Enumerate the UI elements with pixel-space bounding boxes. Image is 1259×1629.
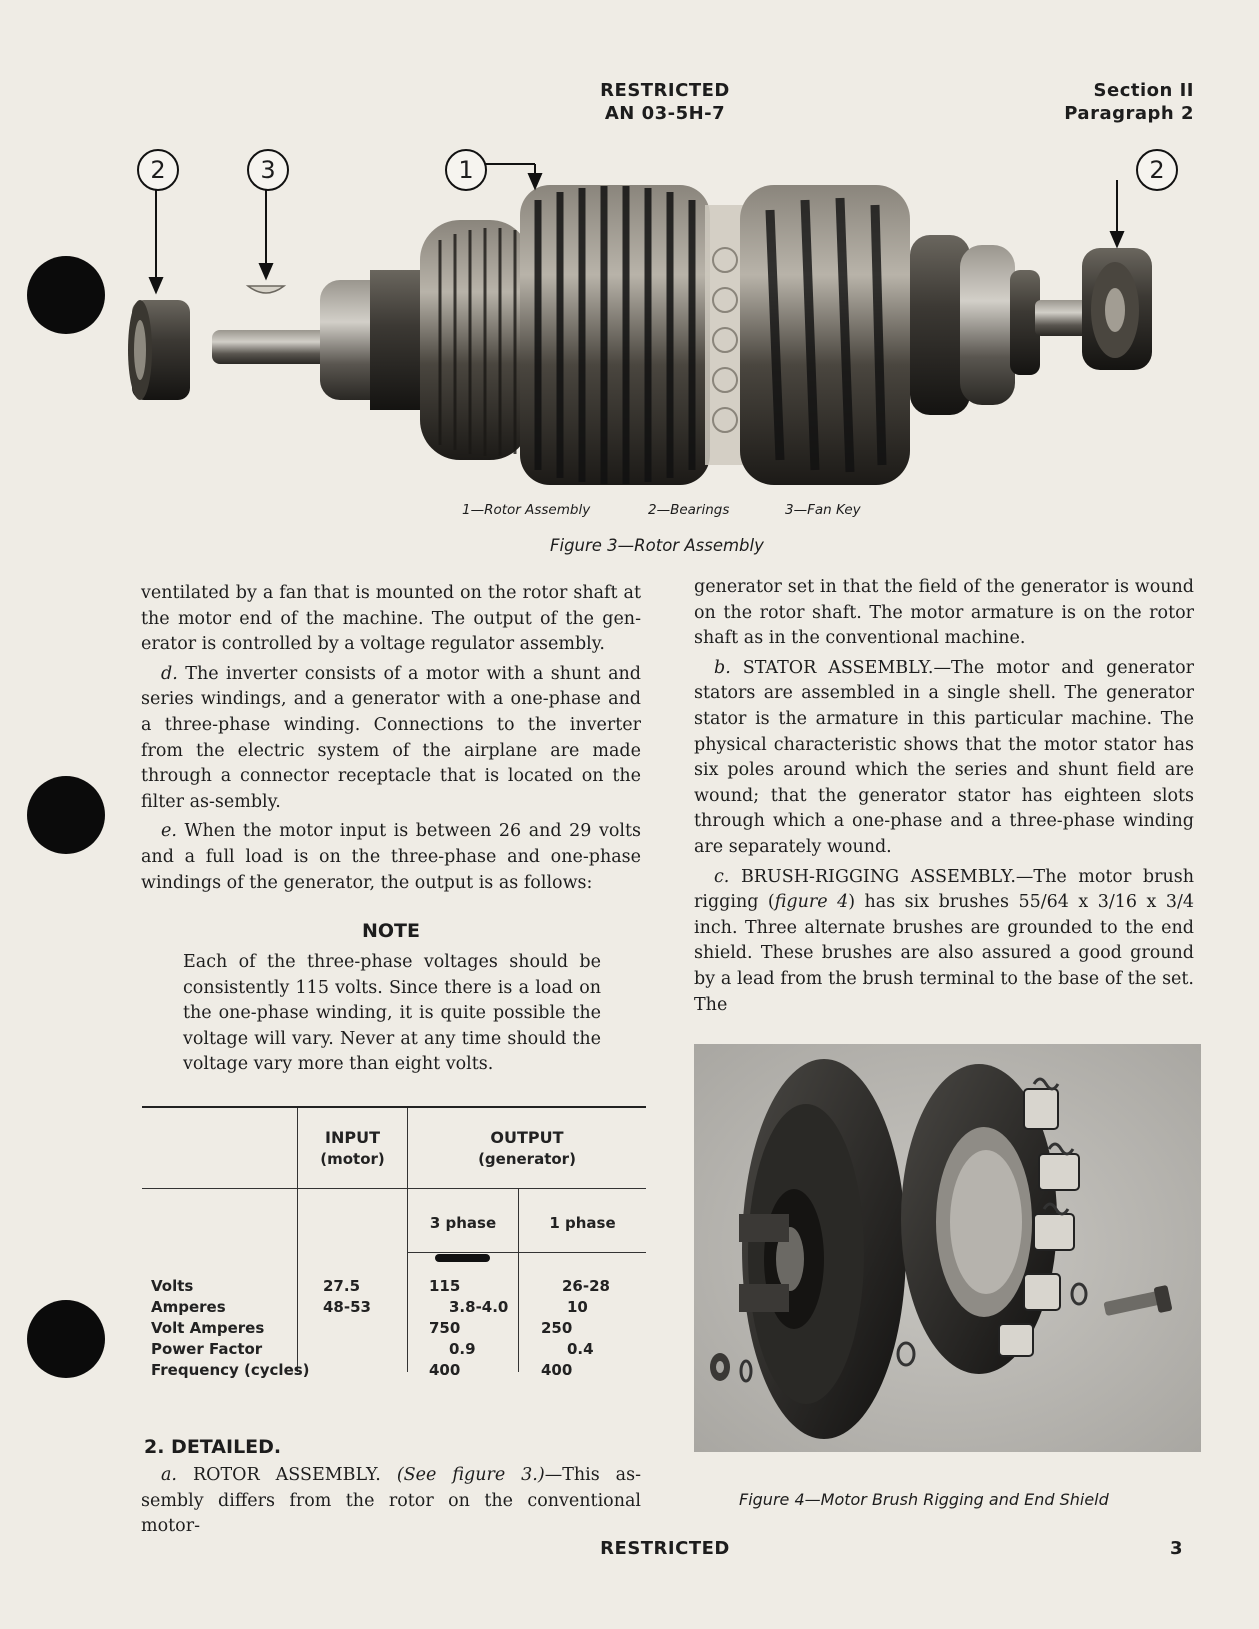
table-ink-mark	[435, 1254, 490, 1262]
row-label-frequency: Frequency (cycles)	[151, 1361, 310, 1379]
para-d	[141, 662, 641, 816]
para-e-text: When the motor input is between 26 and 29 volts and a full load is on the three-phase and one-phase windings of the generator, the output is as follows:	[141, 821, 641, 893]
para-b-label: b.	[714, 657, 731, 678]
callout-bearing-right: 2	[1136, 149, 1178, 191]
page-header-center	[560, 80, 770, 124]
th-input: INPUT	[325, 1128, 380, 1147]
cell-amperes-1ph: 10	[567, 1298, 588, 1316]
left-bearing	[128, 300, 190, 400]
para-c-ref: figure 4	[774, 892, 849, 913]
para-d-label: d.	[161, 663, 178, 684]
table-vrule-2	[407, 1108, 408, 1372]
row-label-volt-amperes: Volt Amperes	[151, 1319, 265, 1337]
para-a	[141, 1463, 641, 1540]
figure-4-brush-rigging-photo	[694, 1044, 1201, 1452]
para-e	[141, 819, 641, 896]
table-vrule-1	[297, 1108, 298, 1372]
page-header-right	[1000, 80, 1194, 124]
rotor-core	[520, 185, 710, 485]
left-column-text	[141, 581, 641, 896]
right-para-continued: generator set in that the field of the generator is wound on the rotor shaft. The motor armature is on the rotor shaft as in the conventional machine.	[694, 577, 1194, 649]
header-paragraph: Paragraph 2	[1064, 103, 1194, 124]
callout-rotor-assembly: 1	[445, 149, 487, 191]
callout-fan-key: 3	[247, 149, 289, 191]
th-output-sub: (generator)	[478, 1150, 576, 1168]
para-b-text: STATOR ASSEMBLY.—The motor and generator stators are assembled in a single shell. The generator stator is the armature in this particular machine. The physical characteristic shows that the motor stator has six poles around which the series and shunt field are wound; that the generator stator has eighteen slots through which a one-phase and a three-phase winding are separately wound.	[694, 657, 1194, 857]
figure-3-legend-1: 1—Rotor Assembly	[462, 502, 591, 518]
note-text: Each of the three-phase voltages should be consistently 115 volts. Since there is a load on the one-phase winding, it is quite possible the voltage will vary. Never at any time should the voltage vary more than eight volts.	[183, 952, 601, 1075]
para-a-text: —This as-sembly differs from the rotor on the conventional motor-	[141, 1465, 641, 1537]
cell-volts-input: 27.5	[323, 1277, 361, 1295]
figure-4-caption: Figure 4—Motor Brush Rigging and End Shield	[739, 1490, 1109, 1509]
para-e-label: e.	[161, 821, 177, 842]
header-doc-number: AN 03-5H-7	[604, 103, 726, 124]
callout-bearing-left: 2	[137, 149, 179, 191]
header-classification: RESTRICTED	[600, 80, 730, 101]
cell-pf-3ph: 0.9	[449, 1340, 476, 1358]
cell-amperes-3ph: 3.8-4.0	[449, 1298, 509, 1316]
binder-hole-top	[27, 256, 105, 334]
para-c-text-b: ) has six brushes 55/64 x 3/16 x 3/4 inch. Three alternate brushes are grounded to the end shield. These brushes are also assured a good ground by a lead from the brush terminal to the base of the set. The	[694, 892, 1194, 1015]
cell-freq-1ph: 400	[541, 1361, 573, 1379]
para-a-ref: (See figure 3.)	[396, 1465, 545, 1485]
cell-volts-3ph: 115	[429, 1277, 461, 1295]
cell-va-1ph: 250	[541, 1319, 573, 1337]
para-a-title: ROTOR ASSEMBLY.	[192, 1465, 381, 1485]
table-rule-3	[407, 1252, 646, 1253]
para-d-text: The inverter consists of a motor with a shunt and series windings, and a generator with a one-phase and a three-phase winding. Connections to the inverter from the electric system of the airplane are made through a connector receptacle that is located on the filter as-sembly.	[141, 663, 641, 812]
figure-3-legend-3: 3—Fan Key	[785, 502, 861, 518]
note-title: NOTE	[362, 920, 420, 942]
th-3-phase: 3 phase	[429, 1214, 497, 1232]
cell-va-3ph: 750	[429, 1319, 461, 1337]
para-a-label: a.	[161, 1465, 177, 1485]
footer-classification: RESTRICTED	[600, 1538, 730, 1559]
row-label-power-factor: Power Factor	[151, 1340, 263, 1358]
table-top-rule	[142, 1106, 646, 1108]
para-c-label: c.	[714, 866, 730, 887]
left-para-continued: ventilated by a fan that is mounted on the rotor shaft at the motor end of the machine. The output of the gen-erator is controlled by a voltage regulator assembly.	[141, 583, 641, 655]
cell-freq-3ph: 400	[429, 1361, 461, 1379]
cell-volts-1ph: 26-28	[562, 1277, 610, 1295]
para-b	[694, 656, 1194, 861]
section-heading-detailed: 2. DETAILED.	[144, 1436, 282, 1458]
para-c-text-a: —The motor brush rigging (	[694, 866, 1194, 913]
para-c-title: BRUSH-RIGGING ASSEMBLY.	[740, 866, 1016, 887]
figure-3-caption: Figure 3—Rotor Assembly	[550, 536, 764, 555]
th-output: OUTPUT	[490, 1128, 564, 1147]
right-column-text	[694, 575, 1194, 1018]
header-section: Section II	[1093, 80, 1194, 101]
row-label-amperes: Amperes	[151, 1298, 226, 1316]
figure-3-legend-2: 2—Bearings	[648, 502, 730, 518]
binder-hole-bottom	[27, 1300, 105, 1378]
para-c	[694, 865, 1194, 1019]
th-input-sub: (motor)	[320, 1150, 385, 1168]
figure-3-rotor-illustration	[120, 150, 1210, 510]
page-number: 3	[1170, 1538, 1184, 1559]
table-rule-2	[142, 1188, 646, 1189]
cell-amperes-input: 48-53	[323, 1298, 371, 1316]
fan-key-part	[248, 286, 284, 293]
row-label-volts: Volts	[151, 1277, 194, 1295]
right-bearing	[1082, 248, 1152, 370]
binder-hole-middle	[27, 776, 105, 854]
cell-pf-1ph: 0.4	[567, 1340, 594, 1358]
th-1-phase: 1 phase	[549, 1214, 616, 1232]
